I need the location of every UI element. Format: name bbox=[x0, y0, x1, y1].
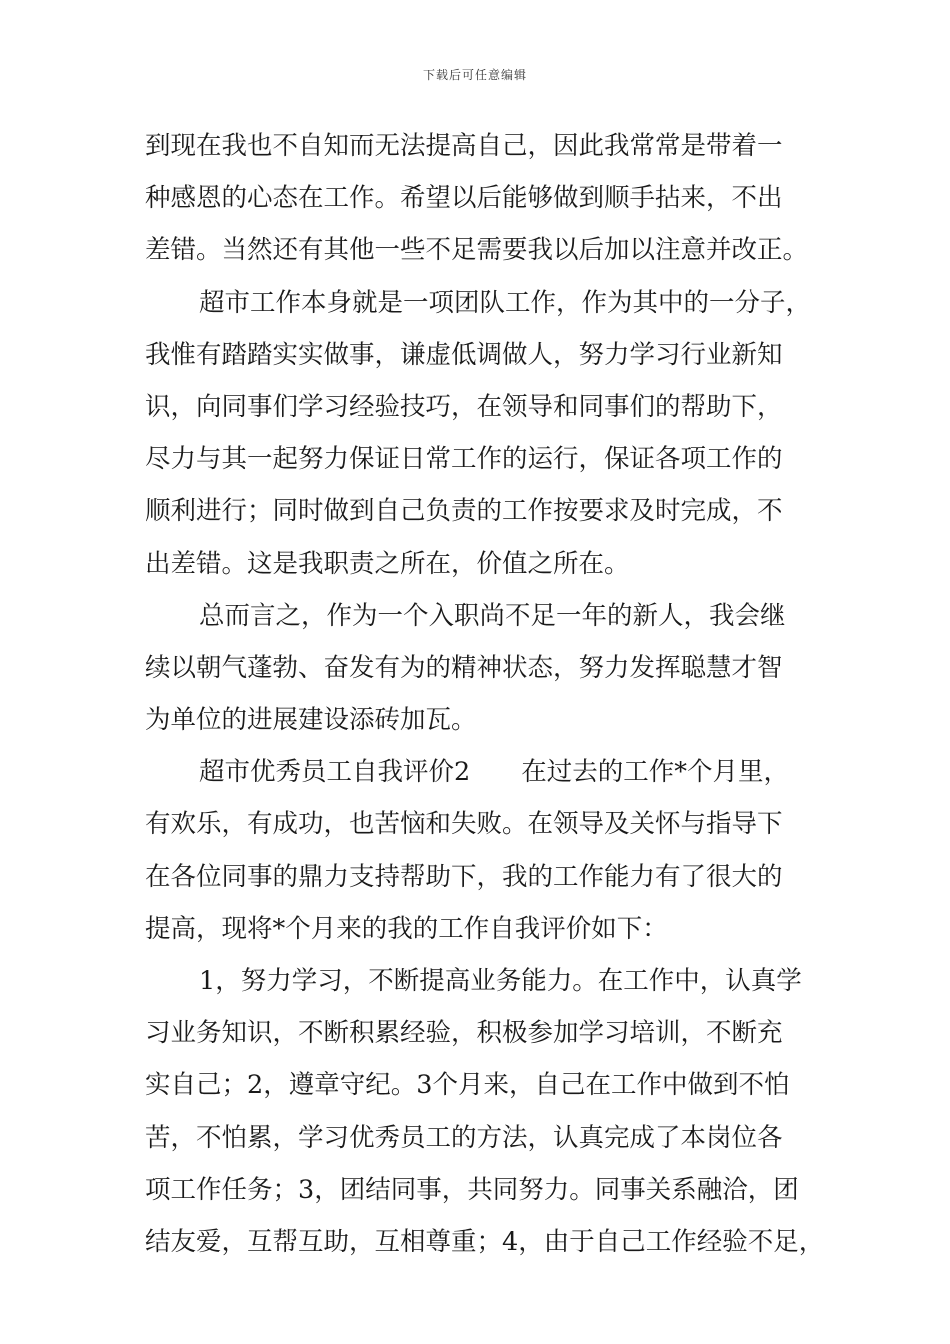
text-line: 总而言之，作为一个入职尚不足一年的新人，我会继 bbox=[199, 600, 786, 631]
text-line: 到现在我也不自知而无法提高自己，因此我常常是带着一 bbox=[145, 131, 783, 161]
text-line: 习业务知识，不断积累经验，积极参加学习培训，不断充 bbox=[145, 1018, 783, 1049]
text-line: 出差错。这是我职责之所在，价值之所在。 bbox=[145, 548, 630, 579]
text-line: 提高，现将*个月来的我的工作自我评价如下： bbox=[145, 913, 668, 944]
text-line: 结友爱，互帮互助，互相尊重；4，由于自己工作经验不足， bbox=[145, 1226, 825, 1257]
header-note: 下载后可任意编辑 bbox=[422, 68, 527, 82]
document-body bbox=[145, 120, 825, 1268]
text-line: 续以朝气蓬勃、奋发有为的精神状态，努力发挥聪慧才智 bbox=[145, 652, 783, 683]
text-line: 苦，不怕累，学习优秀员工的方法，认真完成了本岗位各 bbox=[145, 1122, 783, 1153]
text-line: 有欢乐，有成功，也苦恼和失败。在领导及关怀与指导下 bbox=[145, 809, 783, 840]
text-line: 顺利进行；同时做到自己负责的工作按要求及时完成，不 bbox=[145, 496, 783, 527]
text-line: 在各位同事的鼎力支持帮助下，我的工作能力有了很大的 bbox=[145, 861, 783, 892]
text-line: 实自己；2，遵章守纪。3个月来，自己在工作中做到不怕 bbox=[145, 1070, 790, 1101]
text-line: 1，努力学习，不断提高业务能力。在工作中，认真学 bbox=[199, 966, 802, 996]
text-line: 超市优秀员工自我评价2 在过去的工作*个月里， bbox=[199, 757, 789, 788]
text-line: 我惟有踏踏实实做事，谦虚低调做人，努力学习行业新知 bbox=[145, 339, 783, 370]
text-line: 识，向同事们学习经验技巧，在领导和同事们的帮助下， bbox=[145, 391, 783, 422]
text-line: 超市工作本身就是一项团队工作，作为其中的一分子， bbox=[199, 287, 812, 318]
text-line: 差错。当然还有其他一些不足需要我以后加以注意并改正。 bbox=[145, 235, 809, 266]
text-line: 为单位的进展建设添砖加瓦。 bbox=[145, 705, 477, 736]
text-line: 种感恩的心态在工作。希望以后能够做到顺手拈来，不出 bbox=[145, 183, 783, 214]
text-line: 项工作任务；3，团结同事，共同努力。同事关系融洽，团 bbox=[145, 1174, 799, 1205]
text-line: 尽力与其一起努力保证日常工作的运行，保证各项工作的 bbox=[145, 444, 783, 475]
